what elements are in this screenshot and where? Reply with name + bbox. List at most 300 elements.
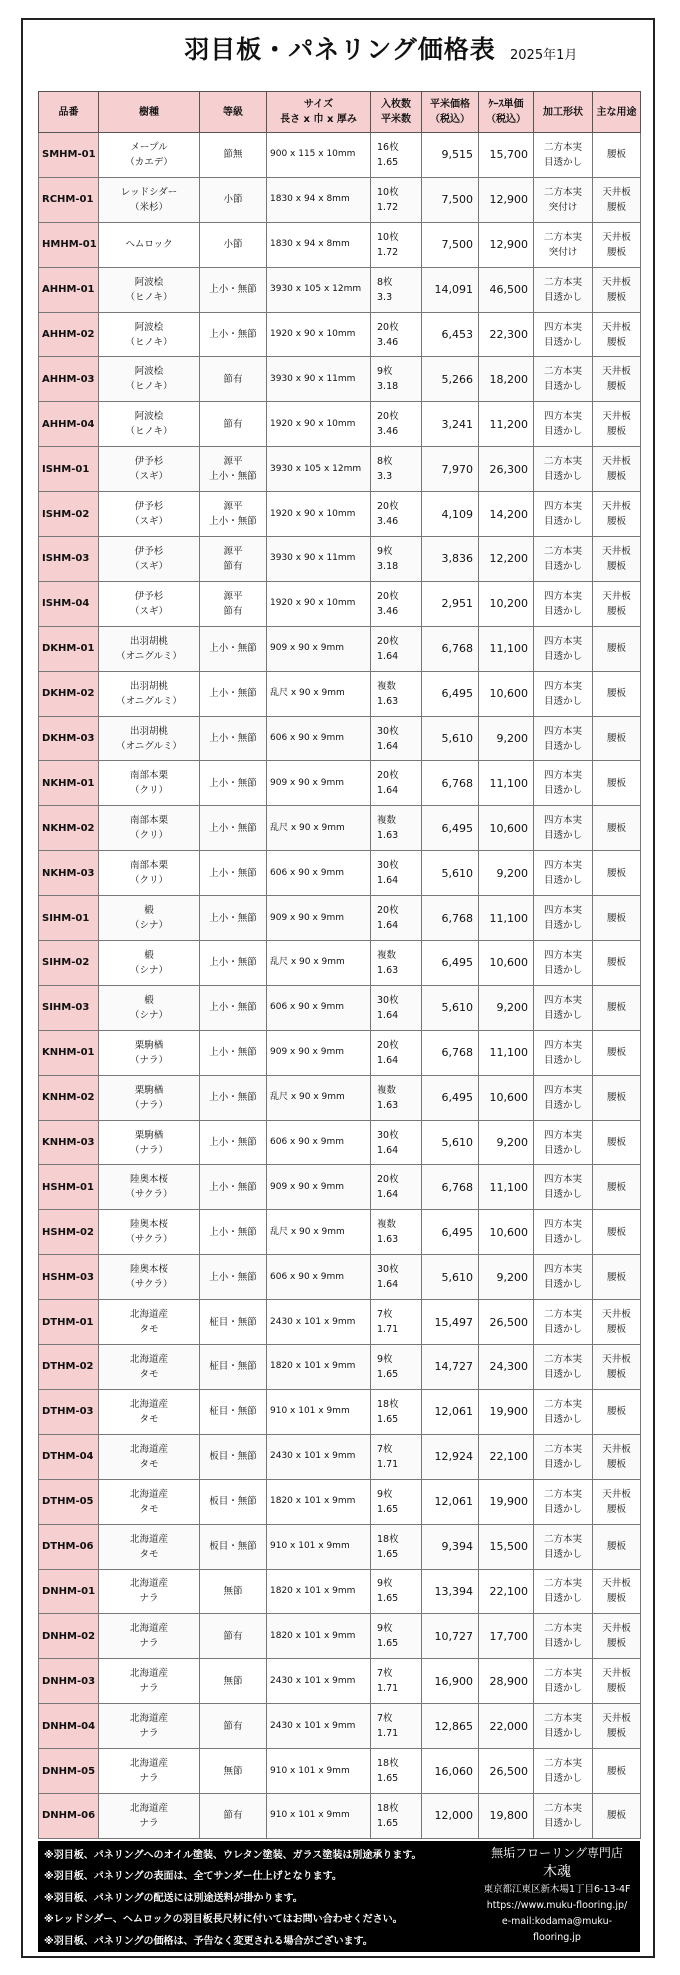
cell-use-text: 腰板 — [606, 560, 626, 572]
cell-grade — [200, 1524, 267, 1569]
cell-quantity-text: 30枚 — [377, 1264, 399, 1276]
cell-shape-text: 二方本実 — [543, 545, 582, 557]
cell-shape — [534, 1434, 593, 1479]
cell-grade-text: 節有 — [223, 1720, 243, 1732]
cell-use-text: 腰板 — [606, 471, 626, 483]
cell-shape-text: 二方本実 — [543, 1309, 582, 1321]
cell-shape-text: 二方本実 — [543, 1578, 582, 1590]
cell-shape — [534, 1345, 593, 1390]
cell-grade — [200, 716, 267, 761]
cell-quantity — [371, 1030, 422, 1075]
cell-code — [39, 1704, 99, 1749]
cell-shape — [534, 312, 593, 357]
cell-quantity — [371, 806, 422, 851]
cell-species-text: 北海道産 — [129, 1398, 168, 1410]
cell-use — [593, 222, 641, 267]
cell-size — [267, 402, 371, 447]
cell-species-text: （米杉） — [129, 201, 168, 213]
cell-grade — [200, 1030, 267, 1075]
cell-case-price-text: 11,100 — [489, 1180, 528, 1194]
cell-sqm-price-text: 6,768 — [441, 1180, 473, 1194]
cell-quantity-text: 1.64 — [377, 920, 399, 932]
cell-case-price-text: 28,900 — [489, 1674, 528, 1688]
cell-grade — [200, 1793, 267, 1838]
cell-sqm-price-text: 5,266 — [441, 372, 473, 386]
cell-shape-text: 目透かし — [543, 740, 582, 752]
cell-code-text: KNHM-03 — [42, 1137, 95, 1149]
cell-species-text: 椴 — [144, 994, 154, 1006]
cell-sqm-price — [422, 1120, 479, 1165]
cell-use-text: 天井板 — [602, 1309, 631, 1321]
table-row — [39, 357, 641, 402]
cell-species — [99, 402, 200, 447]
cell-code-text: DNHM-05 — [42, 1765, 96, 1777]
cell-use-text: 腰板 — [606, 643, 626, 655]
cell-species — [99, 447, 200, 492]
cell-sqm-price-text: 12,865 — [434, 1719, 473, 1733]
cell-sqm-price — [422, 357, 479, 402]
cell-quantity-text: 18枚 — [377, 1758, 399, 1769]
cell-quantity-text: 1.71 — [377, 1458, 399, 1470]
cell-species — [99, 312, 200, 357]
cell-shape-text: 四方本実 — [543, 1039, 582, 1051]
cell-quantity-text: 1.64 — [377, 1054, 399, 1066]
cell-case-price — [479, 1120, 534, 1165]
cell-shape — [534, 1659, 593, 1704]
cell-quantity — [371, 1165, 422, 1210]
cell-size-text: 乱尺 x 90 x 9mm — [270, 822, 345, 833]
cell-species — [99, 1389, 200, 1434]
cell-use — [593, 1659, 641, 1704]
cell-shape — [534, 1255, 593, 1300]
cell-sqm-price — [422, 1075, 479, 1120]
cell-species — [99, 267, 200, 312]
cell-size-text: 606 x 90 x 9mm — [270, 1271, 344, 1282]
cell-use-text: 腰板 — [606, 867, 626, 879]
cell-species-text: メープル — [130, 141, 168, 153]
cell-grade — [200, 1255, 267, 1300]
table-row — [39, 1569, 641, 1614]
cell-sqm-price-text: 16,060 — [434, 1764, 473, 1778]
cell-quantity-text: 18枚 — [377, 1533, 399, 1545]
cell-code — [39, 941, 99, 986]
cell-code — [39, 1345, 99, 1390]
cell-quantity-text: 複数 — [377, 815, 397, 827]
cell-shape-text: 四方本実 — [543, 501, 582, 513]
cell-quantity — [371, 357, 422, 402]
cell-species-text: 阿波桧 — [134, 276, 164, 288]
cell-grade — [200, 1389, 267, 1434]
cell-species-text: （スギ） — [129, 471, 168, 483]
cell-quantity-text: 1.65 — [377, 1503, 399, 1515]
cell-species-text: 伊予杉 — [134, 456, 164, 468]
cell-case-price-text: 9,200 — [496, 1136, 528, 1150]
note-item: ※レッドシダー、ヘムロックの羽目板長尺材に付いてはお問い合わせください。 — [44, 1914, 403, 1926]
shop-email-link[interactable]: e-mail:kodama@muku- — [501, 1916, 613, 1927]
cell-case-price — [479, 1300, 534, 1345]
cell-sqm-price — [422, 447, 479, 492]
cell-size-text: 3930 x 90 x 11mm — [270, 553, 356, 564]
cell-case-price — [479, 761, 534, 806]
cell-use-text: 天井板 — [602, 1443, 631, 1455]
cell-shape-text: 目透かし — [543, 1189, 582, 1201]
cell-quantity — [371, 1434, 422, 1479]
cell-quantity — [371, 1300, 422, 1345]
cell-quantity-text: 1.72 — [377, 201, 399, 213]
cell-species-text: （オニグルミ） — [116, 740, 182, 752]
cell-species — [99, 985, 200, 1030]
cell-grade — [200, 985, 267, 1030]
cell-use-text: 天井板 — [602, 366, 631, 378]
cell-sqm-price — [422, 985, 479, 1030]
cell-use — [593, 1749, 641, 1794]
cell-shape-text: 二方本実 — [543, 1758, 582, 1769]
cell-sqm-price — [422, 1793, 479, 1838]
shop-email-link-cont[interactable]: flooring.jp — [533, 1932, 581, 1943]
cell-quantity-text: 30枚 — [377, 994, 399, 1006]
cell-size-text: 乱尺 x 90 x 9mm — [270, 1092, 345, 1103]
cell-quantity-text: 30枚 — [377, 860, 399, 872]
cell-grade-text: 上小・無節 — [209, 284, 257, 296]
cell-grade-text: 小節 — [223, 194, 243, 206]
cell-case-price-text: 19,900 — [489, 1405, 528, 1419]
cell-quantity-text: 7枚 — [377, 1443, 393, 1455]
cell-quantity — [371, 1210, 422, 1255]
table-row — [39, 1389, 641, 1434]
cell-use — [593, 671, 641, 716]
cell-size-text: 606 x 90 x 9mm — [270, 733, 344, 744]
cell-quantity-text: 30枚 — [377, 1129, 399, 1141]
cell-size-text: 2430 x 101 x 9mm — [270, 1451, 356, 1462]
cell-sqm-price-text: 10,727 — [434, 1629, 473, 1643]
cell-use-text: 天井板 — [602, 1488, 631, 1500]
cell-grade-text: 源平 — [223, 501, 243, 513]
cell-shape-text: 目透かし — [543, 1458, 582, 1470]
cell-case-price-text: 19,900 — [489, 1495, 528, 1509]
table-row — [39, 312, 641, 357]
cell-use-text: 天井板 — [602, 1623, 631, 1635]
cell-size-text: 909 x 90 x 9mm — [270, 912, 344, 923]
cell-shape-text: 目透かし — [543, 875, 582, 887]
cell-species-text: 栗駒楢 — [134, 1039, 164, 1051]
cell-sqm-price — [422, 537, 479, 582]
cell-quantity — [371, 1255, 422, 1300]
cell-species-text: 出羽胡桃 — [129, 635, 168, 647]
cell-quantity-text: 1.71 — [377, 1728, 399, 1740]
cell-quantity-text: 9枚 — [377, 1488, 393, 1500]
cell-species-text: タモ — [139, 1368, 159, 1380]
cell-sqm-price — [422, 312, 479, 357]
cell-shape-text: 二方本実 — [543, 1488, 582, 1500]
cell-grade-text: 上小・無節 — [209, 688, 257, 700]
cell-sqm-price-text: 6,495 — [441, 821, 473, 835]
table-row — [39, 985, 641, 1030]
cell-shape — [534, 177, 593, 222]
cell-code — [39, 1120, 99, 1165]
cell-use — [593, 1389, 641, 1434]
cell-sqm-price-text: 6,768 — [441, 642, 473, 656]
cell-code-text: AHHM-04 — [42, 418, 95, 430]
cell-quantity — [371, 851, 422, 896]
cell-use-text: 腰板 — [606, 1503, 626, 1515]
cell-shape-text: 目透かし — [543, 1817, 582, 1829]
cell-case-price — [479, 1659, 534, 1704]
cell-shape-text: 二方本実 — [543, 231, 582, 243]
cell-code-text: ISHM-03 — [42, 553, 90, 565]
cell-grade-text: 上小・無節 — [209, 912, 257, 924]
cell-shape-text: 四方本実 — [543, 321, 582, 333]
cell-shape-text: 目透かし — [543, 1683, 582, 1695]
table-row — [39, 1075, 641, 1120]
cell-use-text: 天井板 — [602, 231, 631, 243]
cell-size-text: 1830 x 94 x 8mm — [270, 239, 350, 250]
cell-species-text: （ナラ） — [129, 1054, 168, 1066]
cell-shape — [534, 581, 593, 626]
cell-code-text: DTHM-01 — [42, 1316, 94, 1328]
cell-shape-text: 目透かし — [543, 695, 582, 707]
cell-quantity — [371, 1793, 422, 1838]
cell-use — [593, 312, 641, 357]
cell-species-text: 伊予杉 — [134, 545, 164, 557]
cell-sqm-price-text: 7,500 — [441, 238, 473, 252]
shop-url-link[interactable]: https://www.muku-flooring.jp/ — [486, 1900, 628, 1911]
header-quantity: 入枚数 平米数 — [371, 92, 422, 133]
cell-grade-text: 板目・無節 — [209, 1496, 257, 1508]
cell-shape — [534, 716, 593, 761]
cell-case-price-text: 10,600 — [489, 1225, 528, 1239]
cell-use — [593, 447, 641, 492]
cell-quantity — [371, 177, 422, 222]
cell-quantity-text: 20枚 — [377, 501, 399, 513]
cell-shape-text: 目透かし — [543, 1728, 582, 1740]
cell-shape — [534, 1569, 593, 1614]
cell-shape-text: 四方本実 — [543, 680, 582, 692]
cell-use-text: 腰板 — [606, 1765, 626, 1777]
cell-quantity — [371, 537, 422, 582]
cell-code — [39, 1749, 99, 1794]
cell-quantity-text: 1.63 — [377, 964, 399, 976]
cell-use — [593, 1255, 641, 1300]
cell-sqm-price — [422, 761, 479, 806]
cell-species-text: 北海道産 — [129, 1533, 168, 1545]
cell-sqm-price — [422, 581, 479, 626]
cell-quantity — [371, 1569, 422, 1614]
cell-shape-text: 目透かし — [543, 336, 582, 348]
cell-species — [99, 1614, 200, 1659]
cell-case-price-text: 12,900 — [489, 193, 528, 207]
cell-use — [593, 177, 641, 222]
cell-case-price — [479, 1749, 534, 1794]
cell-sqm-price-text: 7,970 — [441, 462, 473, 476]
cell-species-text: タモ — [139, 1324, 159, 1336]
cell-shape — [534, 402, 593, 447]
cell-use-text: 天井板 — [602, 1578, 631, 1590]
cell-size — [267, 1704, 371, 1749]
cell-shape-text: 目透かし — [543, 830, 582, 842]
cell-use — [593, 1120, 641, 1165]
cell-use — [593, 1704, 641, 1749]
cell-use-text: 腰板 — [606, 1638, 626, 1650]
table-row — [39, 896, 641, 941]
cell-sqm-price-text: 12,061 — [434, 1495, 473, 1509]
cell-grade-text: 節有 — [223, 373, 243, 385]
cell-case-price — [479, 716, 534, 761]
cell-use-text: 天井板 — [602, 1353, 631, 1365]
cell-sqm-price-text: 13,394 — [434, 1584, 473, 1598]
cell-quantity-text: 1.65 — [377, 1413, 399, 1425]
cell-case-price-text: 22,300 — [489, 328, 528, 341]
cell-code — [39, 1165, 99, 1210]
cell-use — [593, 1479, 641, 1524]
cell-grade — [200, 581, 267, 626]
cell-use — [593, 1030, 641, 1075]
cell-sqm-price — [422, 1345, 479, 1390]
cell-grade-text: 柾目・無節 — [209, 1361, 257, 1373]
cell-case-price — [479, 1793, 534, 1838]
cell-quantity-text: 16枚 — [377, 141, 399, 153]
cell-species-text: （シナ） — [129, 920, 168, 932]
cell-species-text: 北海道産 — [129, 1488, 168, 1500]
cell-quantity-text: 9枚 — [377, 1623, 393, 1635]
cell-shape-text: 四方本実 — [543, 994, 582, 1006]
cell-species-text: ナラ — [139, 1773, 159, 1784]
cell-quantity-text: 3.46 — [377, 516, 399, 528]
table-row — [39, 851, 641, 896]
cell-code — [39, 896, 99, 941]
cell-sqm-price-text: 14,727 — [434, 1360, 473, 1374]
cell-species-text: （スギ） — [129, 605, 168, 617]
cell-use-text: 腰板 — [606, 1324, 626, 1336]
cell-case-price-text: 10,600 — [489, 687, 528, 701]
table-row — [39, 1120, 641, 1165]
table-row — [39, 133, 641, 178]
cell-size — [267, 1524, 371, 1569]
cell-sqm-price — [422, 1614, 479, 1659]
cell-grade-text: 上小・無節 — [209, 1181, 257, 1193]
cell-quantity-text: 3.18 — [377, 381, 399, 393]
cell-quantity-text: 7枚 — [377, 1668, 393, 1680]
cell-case-price — [479, 177, 534, 222]
cell-use — [593, 537, 641, 582]
table-body — [39, 133, 641, 1839]
cell-size-text: 乱尺 x 90 x 9mm — [270, 688, 345, 699]
cell-grade-text: 節無 — [223, 149, 243, 161]
cell-grade — [200, 1704, 267, 1749]
cell-case-price — [479, 1345, 534, 1390]
cell-species-text: （サクラ） — [125, 1189, 173, 1201]
table-row — [39, 267, 641, 312]
cell-sqm-price-text: 15,497 — [434, 1315, 473, 1329]
notes-list — [44, 1845, 474, 1952]
cell-species-text: 阿波桧 — [134, 321, 164, 333]
cell-sqm-price-text: 5,610 — [441, 732, 473, 746]
cell-use — [593, 357, 641, 402]
cell-case-price-text: 10,200 — [489, 597, 528, 611]
cell-grade-text: 節有 — [223, 1810, 243, 1822]
cell-sqm-price — [422, 222, 479, 267]
cell-shape-text: 目透かし — [543, 1503, 582, 1515]
cell-use-text: 腰板 — [606, 777, 626, 789]
cell-use — [593, 1165, 641, 1210]
cell-code-text: DTHM-05 — [42, 1496, 94, 1508]
cell-code-text: ISHM-01 — [42, 463, 90, 475]
cell-use — [593, 133, 641, 178]
cell-shape-text: 目透かし — [543, 1593, 582, 1605]
cell-case-price — [479, 1075, 534, 1120]
cell-sqm-price-text: 6,495 — [441, 687, 473, 701]
cell-species-text: （クリ） — [129, 830, 168, 842]
cell-species-text: 北海道産 — [129, 1578, 168, 1590]
cell-species — [99, 1165, 200, 1210]
cell-size-text: 1820 x 101 x 9mm — [270, 1585, 356, 1596]
cell-quantity — [371, 1345, 422, 1390]
cell-size — [267, 1749, 371, 1794]
cell-case-price — [479, 851, 534, 896]
cell-quantity — [371, 896, 422, 941]
cell-use-text: 腰板 — [606, 688, 626, 700]
cell-use-text: 腰板 — [606, 516, 626, 528]
cell-size-text: 乱尺 x 90 x 9mm — [270, 957, 345, 968]
cell-grade-text: 上小・無節 — [209, 733, 257, 745]
cell-case-price-text: 26,500 — [489, 1764, 528, 1778]
cell-grade — [200, 133, 267, 178]
cell-species-text: （サクラ） — [125, 1279, 173, 1291]
cell-species-text: 陸奥本桜 — [129, 1264, 168, 1276]
cell-code — [39, 537, 99, 582]
cell-shape — [534, 1389, 593, 1434]
cell-shape-text: 四方本実 — [543, 770, 582, 782]
table-row — [39, 1434, 641, 1479]
cell-size — [267, 1434, 371, 1479]
cell-shape-text: 目透かし — [543, 650, 582, 662]
cell-size — [267, 222, 371, 267]
cell-species-text: （ヒノキ） — [125, 381, 173, 393]
cell-species-text: ヘムロック — [125, 239, 173, 251]
cell-quantity — [371, 1614, 422, 1659]
cell-species — [99, 1569, 200, 1614]
cell-use-text: 天井板 — [602, 411, 631, 423]
cell-use — [593, 1434, 641, 1479]
cell-use-text: 天井板 — [602, 1713, 631, 1725]
cell-species — [99, 716, 200, 761]
cell-species-text: （オニグルミ） — [116, 695, 182, 707]
header-shape: 加工形状 — [534, 92, 593, 133]
cell-shape — [534, 1524, 593, 1569]
cell-case-price-text: 14,200 — [489, 507, 528, 521]
cell-grade-text: 源平 — [223, 545, 243, 557]
table-row — [39, 222, 641, 267]
cell-use-text: 腰板 — [606, 1002, 626, 1014]
table-row — [39, 1479, 641, 1524]
cell-grade-text: 無節 — [223, 1765, 243, 1777]
cell-quantity-text: 9枚 — [377, 1353, 393, 1365]
table-row — [39, 1255, 641, 1300]
cell-code-text: KNHM-01 — [42, 1047, 95, 1059]
cell-shape-text: 四方本実 — [543, 1174, 582, 1186]
cell-shape-text: 目透かし — [543, 1413, 582, 1425]
cell-grade-text: 上小・無節 — [209, 471, 257, 483]
cell-grade — [200, 1749, 267, 1794]
cell-shape-text: 四方本実 — [543, 1264, 582, 1276]
cell-size-text: 909 x 90 x 9mm — [270, 1047, 344, 1058]
cell-species-text: 北海道産 — [129, 1802, 168, 1814]
cell-quantity-text: 20枚 — [377, 1039, 399, 1051]
cell-shape-text: 四方本実 — [543, 590, 582, 602]
cell-size — [267, 851, 371, 896]
cell-use-text: 天井板 — [602, 276, 631, 288]
cell-quantity-text: 20枚 — [377, 321, 399, 333]
cell-case-price-text: 17,700 — [489, 1629, 528, 1643]
